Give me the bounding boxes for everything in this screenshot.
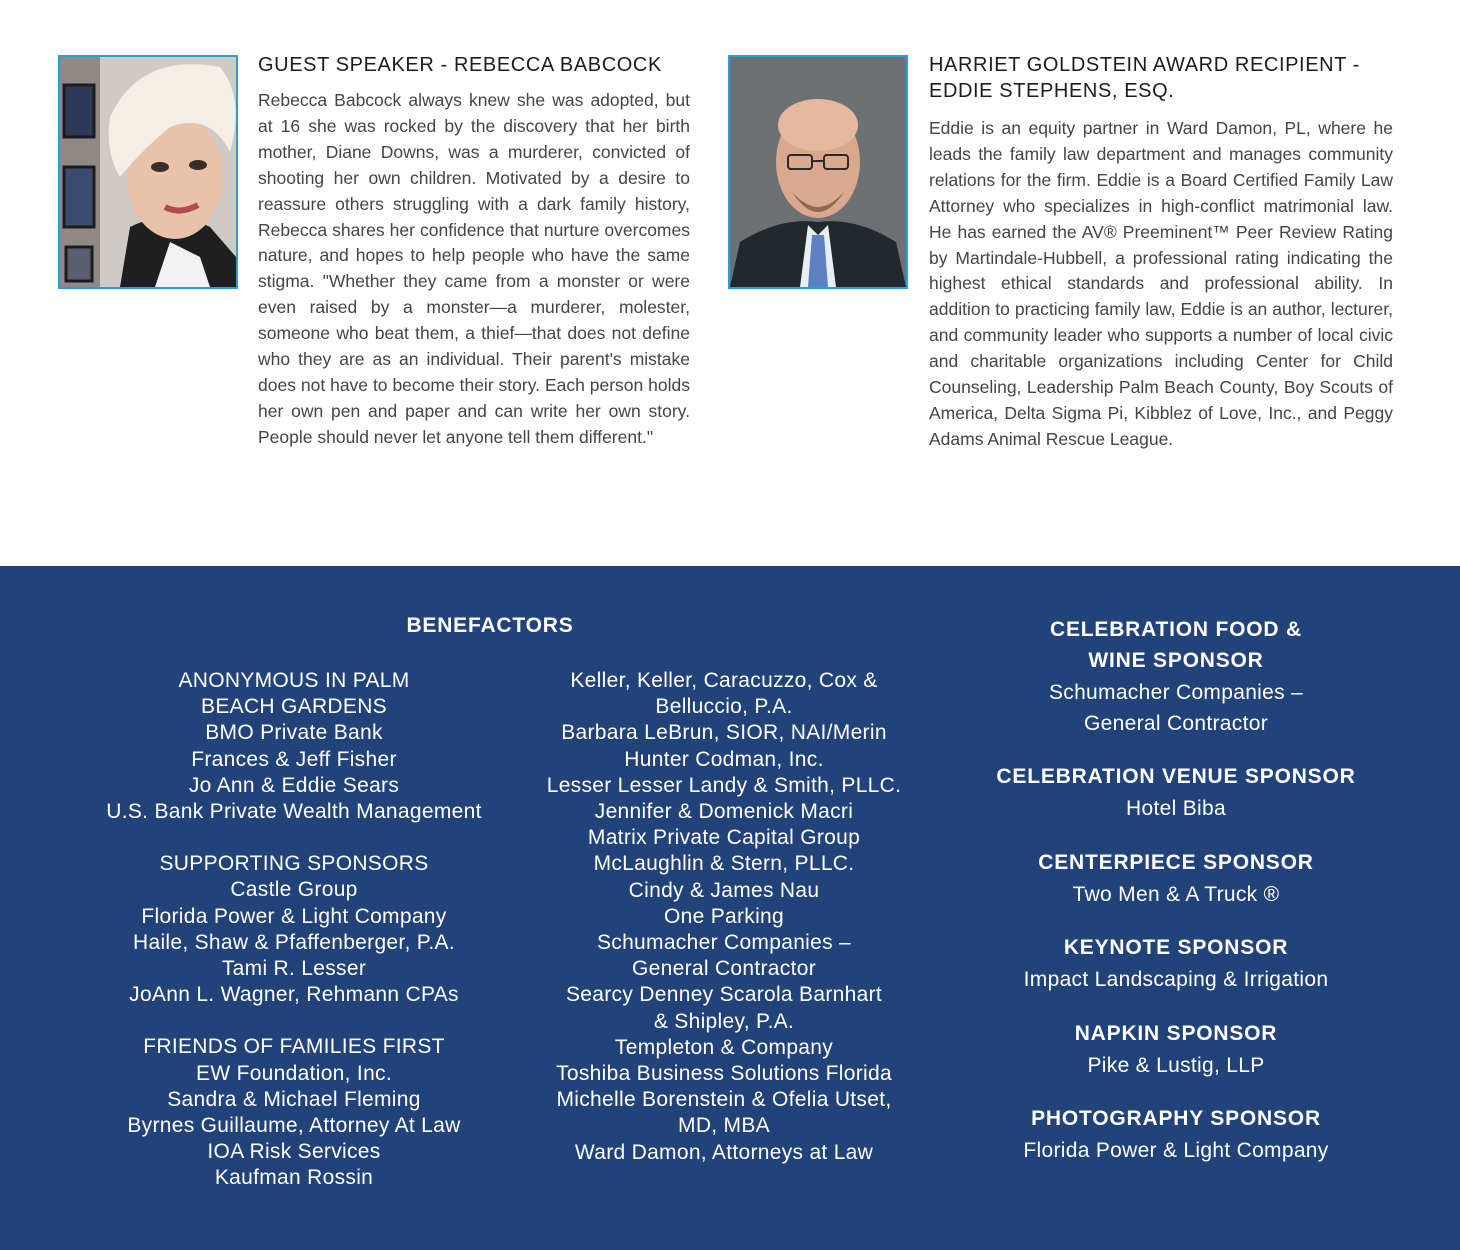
sponsor-name: Jennifer & Domenick Macri bbox=[594, 800, 854, 824]
sponsor-name: Castle Group bbox=[230, 878, 358, 902]
sponsor-name: EW Foundation, Inc. bbox=[196, 1061, 392, 1085]
sponsor-name: Byrnes Guillaume, Attorney At Law bbox=[127, 1114, 461, 1138]
sponsor-category-title: NAPKIN SPONSOR bbox=[1074, 1021, 1278, 1045]
eddie-portrait-image bbox=[730, 57, 906, 287]
sponsor-name: SUPPORTING SPONSORS bbox=[159, 852, 429, 876]
sponsor-category-title: PHOTOGRAPHY SPONSOR bbox=[1031, 1107, 1321, 1130]
sponsor-name: Florida Power & Light Company bbox=[141, 904, 447, 928]
eddie-bio bbox=[929, 52, 1393, 453]
sponsor-category-title: KEYNOTE SPONSOR bbox=[1063, 936, 1289, 959]
sponsor-name: Haile, Shaw & Pfaffenberger, P.A. bbox=[133, 930, 455, 954]
sponsor-category bbox=[976, 761, 1376, 823]
sponsor-name: Frances & Jeff Fisher bbox=[191, 747, 397, 771]
eddie-bio-text: Eddie is an equity partner in Ward Damon, PL, where he leads the family law department and manages community relations for the firm. Eddie is a Board Certified Family Law Attorney who specializes in high-conflict matrimonial law. He has earned the AV® Preeminent™ Peer Review Rating by Martindale-Hubbell, a professional rating indicating the highest ethical standards and professional ability. In addition to practicing family law, Eddie is an author, lecturer, and community leader who supports a number of local civic and charitable organizations including Center for Child Counseling, Leadership Palm Beach County, Boy Scouts of America, Delta Sigma Pi, Kibblez of Love, Inc., and Peggy Adams Animal Rescue League. bbox=[929, 118, 1393, 449]
sponsor-name: Templeton & Company bbox=[614, 1035, 834, 1059]
sponsor-name: Impact Landscaping & Irrigation bbox=[1023, 968, 1329, 991]
rebecca-portrait-image bbox=[60, 57, 236, 287]
sponsor-name: & Shipley, P.A. bbox=[653, 1009, 795, 1033]
sponsor-name: MD, MBA bbox=[678, 1114, 770, 1138]
sponsor-name: Toshiba Business Solutions Florida bbox=[556, 1062, 892, 1086]
spacer bbox=[84, 825, 504, 851]
sponsor-category bbox=[976, 1103, 1376, 1165]
sponsor-name: Jo Ann & Eddie Sears bbox=[188, 773, 400, 797]
sponsor-name: General Contractor bbox=[1084, 711, 1268, 735]
sponsor-name: Kaufman Rossin bbox=[214, 1166, 374, 1190]
sponsor-name: Matrix Private Capital Group bbox=[587, 826, 861, 850]
sponsor-name: ANONYMOUS IN PALM bbox=[178, 669, 410, 692]
sponsor-name: FRIENDS OF FAMILIES FIRST bbox=[143, 1035, 445, 1059]
sponsor-name: Barbara LeBrun, SIOR, NAI/Merin bbox=[561, 721, 887, 745]
rebecca-bio-title: GUEST SPEAKER - REBECCA BABCOCK bbox=[258, 54, 662, 76]
sponsor-name: Cindy & James Nau bbox=[628, 878, 820, 902]
sponsor-category bbox=[976, 847, 1376, 909]
sponsor-name: BEACH GARDENS bbox=[201, 695, 387, 719]
sponsor-name: Two Men & A Truck ® bbox=[1072, 882, 1280, 906]
sponsor-name: Searcy Denney Scarola Barnhart bbox=[566, 983, 882, 1007]
sponsor-name: Schumacher Companies – bbox=[596, 931, 852, 955]
sponsor-category-title: WINE SPONSOR bbox=[1088, 649, 1264, 672]
sponsor-category-title: CELEBRATION FOOD & bbox=[1049, 618, 1302, 641]
sponsor-name: Ward Damon, Attorneys at Law bbox=[574, 1140, 874, 1164]
sponsor-name: Hotel Biba bbox=[1126, 797, 1226, 820]
sponsor-name: U.S. Bank Private Wealth Management bbox=[106, 800, 482, 824]
sponsor-name: Lesser Lesser Landy & Smith, PLLC. bbox=[546, 773, 902, 797]
benefactors-heading: BENEFACTORS bbox=[406, 614, 574, 637]
rebecca-bio-text: Rebecca Babcock always knew she was adopted, but at 16 she was rocked by the discovery that her birth mother, Diane Downs, was a murderer, convicted of shooting her own children. Motivated by a desire to reassure others struggling with a dark family history, Rebecca shares her confidence that nurture overcomes nature, and hopes to help people who have the same stigma. "Whether they came from a monster or were even raised by a monster—a murderer, molester, someone who beat them, a thief—that does not define who they are as an individual. Their parent's mistake does not have to become their story. Each person holds her own pen and paper and can write her own story. People should never let anyone tell them different." bbox=[258, 90, 690, 447]
sponsor-name: General Contractor bbox=[632, 957, 816, 981]
benefactors-middle-column bbox=[514, 668, 934, 1166]
sponsor-name: Hunter Codman, Inc. bbox=[624, 747, 824, 771]
eddie-bio-title bbox=[929, 52, 1393, 104]
eddie-bio-title-line1: HARRIET GOLDSTEIN AWARD RECIPIENT - bbox=[929, 54, 1361, 76]
sponsor-name: IOA Risk Services bbox=[207, 1140, 381, 1164]
sponsor-category-title: CENTERPIECE SPONSOR bbox=[1038, 850, 1314, 874]
sponsor-categories-column bbox=[976, 614, 1376, 1189]
sponsor-name: Keller, Keller, Caracuzzo, Cox & bbox=[570, 669, 878, 692]
eddie-bio-title-line2: EDDIE STEPHENS, ESQ. bbox=[929, 80, 1175, 102]
sponsor-name: Michelle Borenstein & Ofelia Utset, bbox=[556, 1088, 892, 1112]
sponsor-name: BMO Private Bank bbox=[205, 721, 383, 745]
sponsor-name: JoAnn L. Wagner, Rehmann CPAs bbox=[129, 983, 459, 1007]
sponsor-name: Schumacher Companies – bbox=[1048, 681, 1304, 704]
sponsor-name: Pike & Lustig, LLP bbox=[1087, 1053, 1265, 1077]
sponsor-category bbox=[976, 932, 1376, 994]
sponsor-name: Belluccio, P.A. bbox=[655, 695, 793, 719]
rebecca-babcock-photo bbox=[58, 55, 238, 289]
sponsor-name: Tami R. Lesser bbox=[221, 957, 367, 981]
sponsor-category bbox=[976, 614, 1376, 737]
benefactors-left-column bbox=[84, 668, 504, 1192]
sponsor-name: One Parking bbox=[663, 904, 785, 928]
rebecca-bio bbox=[258, 52, 690, 451]
sponsor-name: Sandra & Michael Fleming bbox=[167, 1087, 421, 1111]
sponsor-category-title: CELEBRATION VENUE SPONSOR bbox=[996, 765, 1356, 788]
sponsor-name: McLaughlin & Stern, PLLC. bbox=[593, 852, 855, 876]
sponsor-panel bbox=[0, 566, 1460, 1250]
spacer bbox=[84, 1008, 504, 1034]
sponsor-category bbox=[976, 1018, 1376, 1080]
eddie-stephens-photo bbox=[728, 55, 908, 289]
sponsor-name: Florida Power & Light Company bbox=[1023, 1139, 1329, 1162]
